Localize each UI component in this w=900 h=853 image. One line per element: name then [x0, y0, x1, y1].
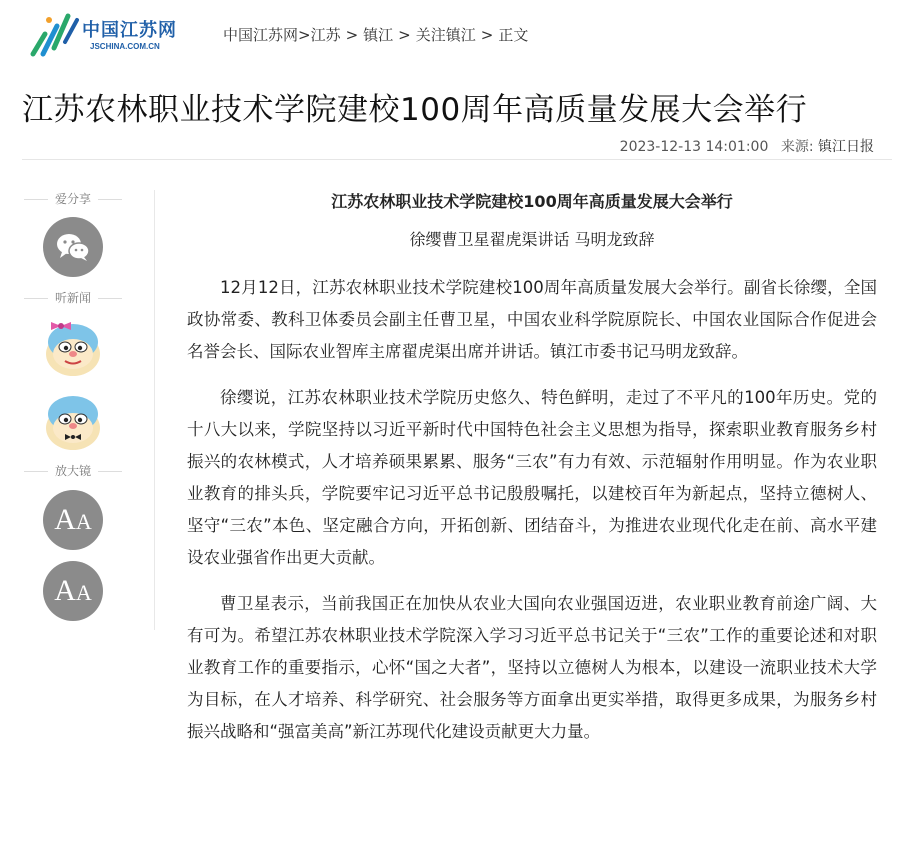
article-paragraph: 12月12日，江苏农林职业技术学院建校100周年高质量发展大会举行。副省长徐缨，全国政协常委、教科卫体委员会副主任曹卫星，中国农业科学院原院长、中国农业国际合作促进会名誉会长、国际农业智库主席翟虎渠出席并讲话。镇江市委书记马明龙致辞。	[187, 278, 877, 361]
header-divider	[22, 159, 892, 160]
sidebar-divider	[154, 190, 155, 630]
logo-mark-icon	[27, 8, 83, 60]
article-paragraph: 徐缨说，江苏农林职业技术学院历史悠久、特色鲜明，走过了不平凡的100年历史。党的十八大以来，学院坚持以习近平新时代中国特色社会主义思想为指导，探索职业教育服务乡村振兴的农林模式，人才培养硕果累累、服务“三农”有力有效、示范辐射作用明显。作为农业职业教育的排头兵，学院要牢记习近平总书记殷殷嘱托，以建校百年为新起点，坚持立德树人、坚守“三农”本色、坚定融合方向，开拓创新、团结奋斗，为推进农业现代化走在前、高水平建设农业强省作出更大贡献。	[187, 388, 877, 567]
share-label: 爱分享	[24, 190, 122, 207]
font-increase-button[interactable]	[43, 490, 106, 550]
breadcrumb-zhenjiang[interactable]: 镇江	[363, 26, 394, 44]
wechat-share-button[interactable]	[43, 217, 103, 277]
wechat-icon	[56, 232, 90, 262]
article-meta	[620, 136, 874, 156]
breadcrumb: 中国江苏网>江苏 > 镇江 > 关注镇江 > 正文	[223, 26, 529, 44]
source-label: 来源:	[780, 139, 814, 155]
article-paragraph: 曹卫星表示，当前我国正在加快从农业大国向农业强国迈进，农业职业教育前途广阔、大有可为。希望江苏农林职业技术学院深入学习习近平总书记关于“三农”工作的重要论述和对职业教育工作的重要指示，心怀“国之大者”，坚持以立德树人为根本，以建设一流职业技术大学为目标，在人才培养、科学研究、社会服务等方面拿出更实举措，取得更多成果，为服务乡村振兴战略和“强富美高”新江苏现代化建设贡献更大力量。	[187, 594, 877, 741]
mascot-girl-icon	[43, 316, 103, 378]
article-subheadline: 徐缨曹卫星翟虎渠讲话 马明龙致辞	[409, 230, 655, 249]
breadcrumb-focus-zhenjiang[interactable]: 关注镇江	[415, 26, 476, 44]
breadcrumb-current: 正文	[498, 26, 529, 44]
article-subtitle: 江苏农林职业技术学院建校100周年高质量发展大会举行	[331, 192, 733, 211]
article-body	[187, 190, 877, 762]
zoom-label: 放大镜	[24, 462, 122, 479]
male-voice-button[interactable]	[43, 390, 103, 450]
font-decrease-icon: AA -	[54, 564, 106, 607]
mascot-boy-icon	[43, 390, 103, 452]
page-title: 江苏农林职业技术学院建校100周年高质量发展大会举行	[22, 92, 808, 128]
logo-text[interactable]: 中国江苏网	[82, 20, 177, 41]
font-increase-icon: AA +	[54, 493, 106, 536]
female-voice-button[interactable]	[43, 316, 103, 376]
source-name[interactable]: 镇江日报	[818, 139, 874, 155]
breadcrumb-home[interactable]: 中国江苏网>江苏	[223, 26, 341, 44]
font-decrease-button[interactable]	[43, 561, 106, 621]
publish-date: 2023-12-13 14:01:00	[619, 139, 769, 155]
logo-domain: JSCHINA.COM.CN	[90, 42, 160, 51]
listen-label: 听新闻	[24, 289, 122, 306]
